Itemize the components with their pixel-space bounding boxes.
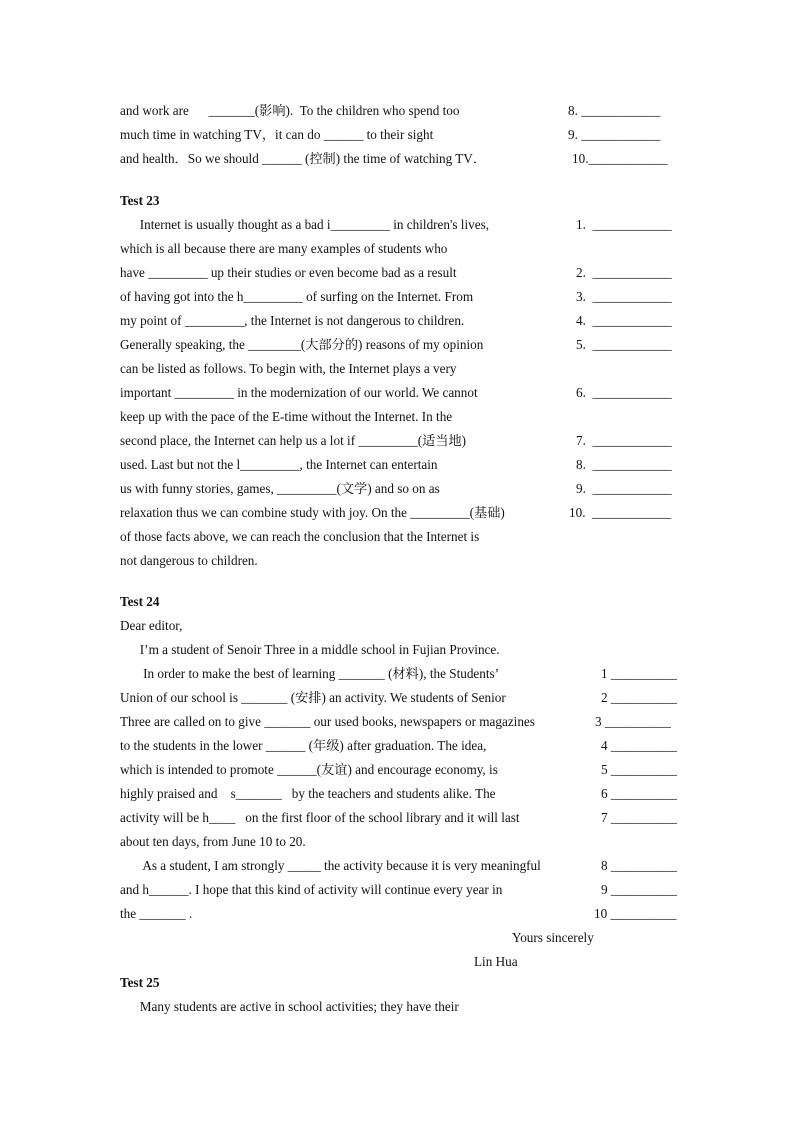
answer-blank: 8. ____________ bbox=[576, 457, 672, 472]
letter-signature: Lin Hua bbox=[474, 954, 518, 969]
answer-blank: 9 __________ bbox=[601, 882, 677, 897]
text-line: second place, the Internet can help us a lot if _________(适当地) bbox=[120, 433, 467, 448]
section-title: Test 23 bbox=[120, 193, 160, 208]
text-line: and health．So we should ______ (控制) the time of watching TV． bbox=[120, 151, 487, 166]
answer-blank: 3 __________ bbox=[595, 714, 671, 729]
answer-blank: 3. ____________ bbox=[576, 289, 672, 304]
text-line: and work are _______(影响). To the children who spend too bbox=[120, 103, 460, 118]
answer-blank: 10 __________ bbox=[594, 906, 677, 921]
text-line: In order to make the best of learning _______ (材料), the Students’ bbox=[120, 666, 500, 681]
answer-blank: 1. ____________ bbox=[576, 217, 672, 232]
answer-blank: 7. ____________ bbox=[576, 433, 672, 448]
text-line: As a student, I am strongly _____ the activity because it is very meaningful bbox=[120, 858, 541, 873]
answer-blank: 2 __________ bbox=[601, 690, 677, 705]
answer-blank: 8 __________ bbox=[601, 858, 677, 873]
answer-blank: 2. ____________ bbox=[576, 265, 672, 280]
answer-blank: 9. ____________ bbox=[568, 127, 661, 142]
text-line: Many students are active in school activities; they have their bbox=[120, 999, 459, 1014]
text-line: Generally speaking, the ________(大部分的) reasons of my opinion bbox=[120, 337, 484, 352]
text-line: I’m a student of Senoir Three in a middle school in Fujian Province. bbox=[120, 642, 500, 657]
answer-blank: 1 __________ bbox=[601, 666, 677, 681]
answer-blank: 7 __________ bbox=[601, 810, 677, 825]
text-line: Three are called on to give _______ our used books, newspapers or magazines bbox=[120, 714, 535, 729]
answer-blank: 4. ____________ bbox=[576, 313, 672, 328]
answer-blank: 9. ____________ bbox=[576, 481, 672, 496]
section-title: Test 25 bbox=[120, 975, 160, 990]
text-line: the _______ . bbox=[120, 906, 193, 921]
section-title: Test 24 bbox=[120, 594, 160, 609]
text-line: us with funny stories, games, _________(文学) and so on as bbox=[120, 481, 440, 496]
text-line: about ten days, from June 10 to 20. bbox=[120, 834, 306, 849]
text-line: activity will be h____ on the first floor of the school library and it will last bbox=[120, 810, 520, 825]
text-line: not dangerous to children. bbox=[120, 553, 258, 568]
text-line: my point of _________, the Internet is not dangerous to children. bbox=[120, 313, 465, 328]
answer-blank: 8. ____________ bbox=[568, 103, 661, 118]
text-line: keep up with the pace of the E-time without the Internet. In the bbox=[120, 409, 453, 424]
answer-blank: 10.____________ bbox=[572, 151, 668, 166]
text-line: much time in watching TV，it can do ______ to their sight bbox=[120, 127, 434, 142]
text-line: important _________ in the modernization of our world. We cannot bbox=[120, 385, 478, 400]
text-line: highly praised and s_______ by the teachers and students alike. The bbox=[120, 786, 496, 801]
text-line: Internet is usually thought as a bad i_________ in children's lives, bbox=[120, 217, 490, 232]
answer-blank: 10. ____________ bbox=[569, 505, 672, 520]
text-line: and h______. I hope that this kind of activity will continue every year in bbox=[120, 882, 503, 897]
text-line: can be listed as follows. To begin with, the Internet plays a very bbox=[120, 361, 457, 376]
letter-greeting: Dear editor, bbox=[120, 618, 183, 633]
text-line: of having got into the h_________ of surfing on the Internet. From bbox=[120, 289, 474, 304]
text-line: have _________ up their studies or even become bad as a result bbox=[120, 265, 457, 280]
answer-blank: 4 __________ bbox=[601, 738, 677, 753]
text-line: to the students in the lower ______ (年级) after graduation. The idea, bbox=[120, 738, 487, 753]
text-line: relaxation thus we can combine study with joy. On the _________(基础) bbox=[120, 505, 505, 520]
answer-blank: 6. ____________ bbox=[576, 385, 672, 400]
answer-blank: 6 __________ bbox=[601, 786, 677, 801]
text-line: which is intended to promote ______(友谊) and encourage economy, is bbox=[120, 762, 498, 777]
text-line: Union of our school is _______ (安排) an activity. We students of Senior bbox=[120, 690, 506, 705]
text-line: used. Last but not the l_________, the Internet can entertain bbox=[120, 457, 438, 472]
text-line: of those facts above, we can reach the conclusion that the Internet is bbox=[120, 529, 480, 544]
answer-blank: 5. ____________ bbox=[576, 337, 672, 352]
answer-blank: 5 __________ bbox=[601, 762, 677, 777]
text-line: which is all because there are many examples of students who bbox=[120, 241, 448, 256]
letter-closing: Yours sincerely bbox=[512, 930, 594, 945]
